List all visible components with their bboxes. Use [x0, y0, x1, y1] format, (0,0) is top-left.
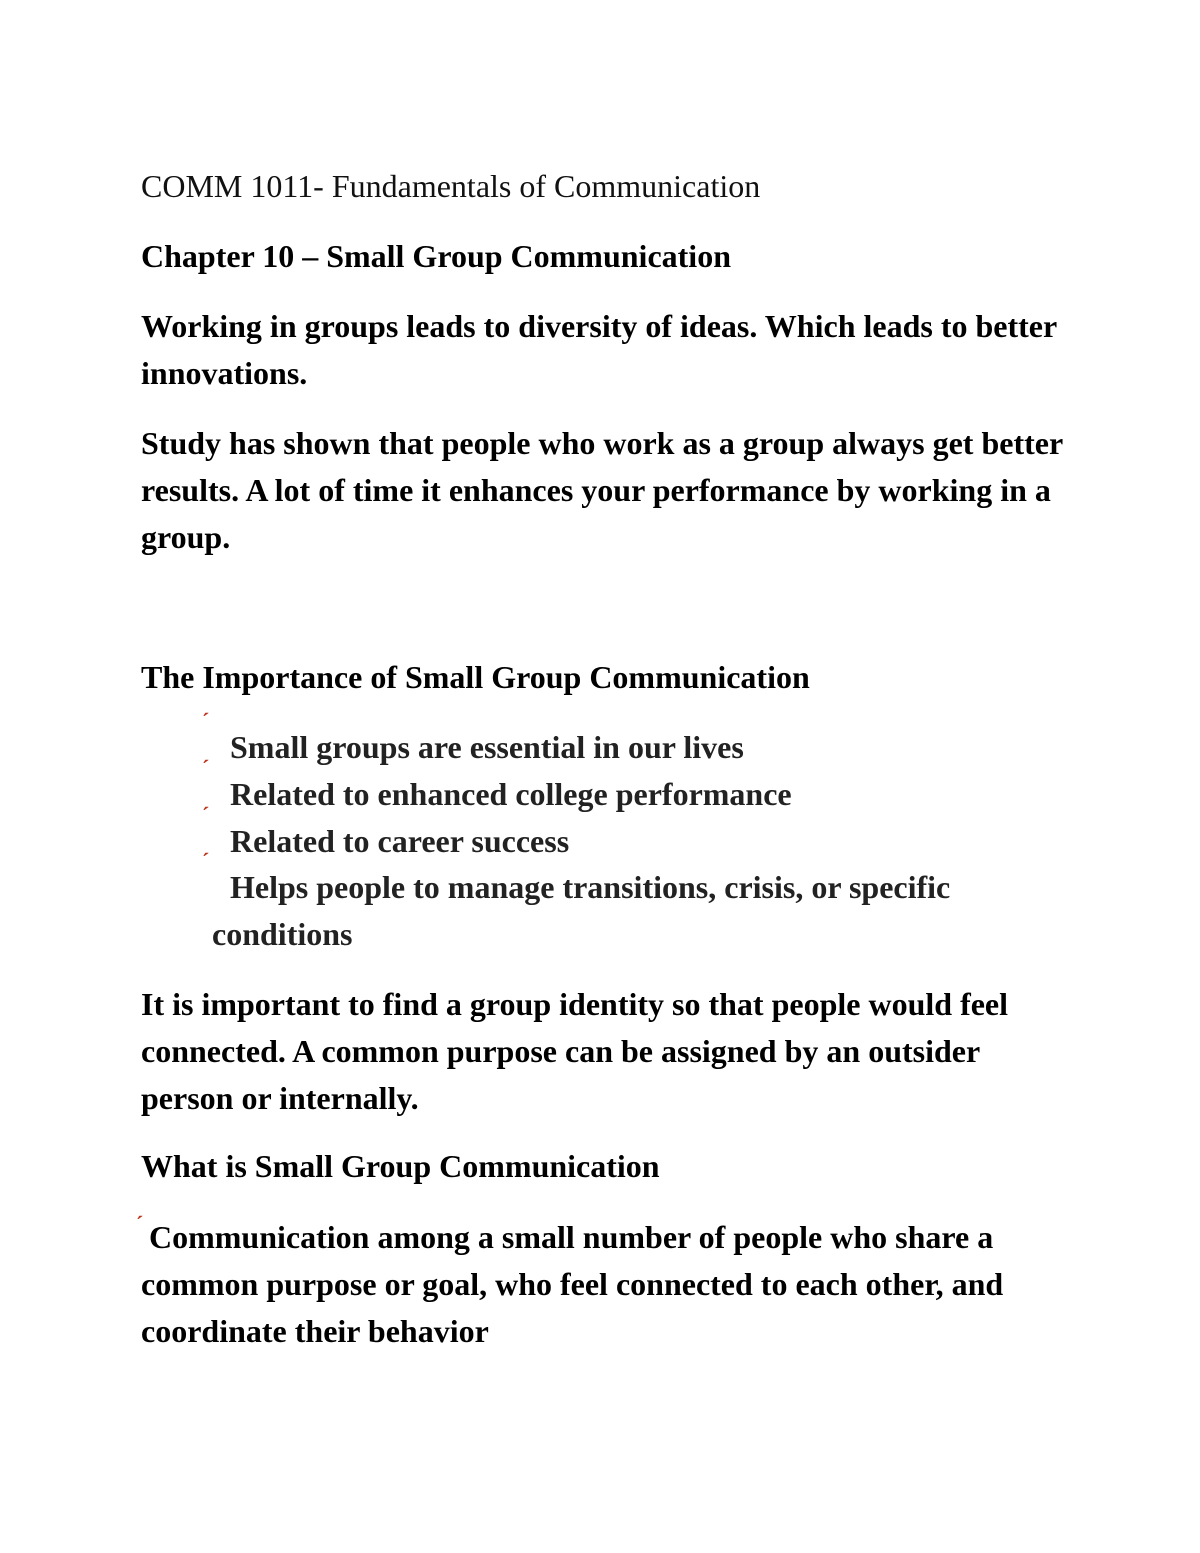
list-item	[202, 708, 1062, 771]
list-item-text: Small groups are essential in our lives	[230, 729, 744, 765]
bullet-marker-icon: ´	[202, 848, 210, 873]
paragraph-study: Study has shown that people who work as a group always get better results. A lot of time it enhances your performance by working in a group.	[141, 425, 1063, 555]
bullet-marker-icon: ´	[136, 1211, 144, 1236]
list-item-text: Related to career success	[230, 823, 570, 859]
chapter-title: Chapter 10 – Small Group Communication	[141, 238, 731, 274]
section-heading-importance: The Importance of Small Group Communication	[141, 659, 810, 695]
list-item-text: Helps people to manage transitions, crisis, or specific	[230, 869, 951, 905]
definition-paragraph: Communication among a small number of people who share a common purpose or goal, who feel connected to each other, and coordinate their behavior	[141, 1219, 1004, 1349]
bullet-marker-icon: ´	[202, 802, 210, 827]
paragraph-diversity: Working in groups leads to diversity of ideas. Which leads to better innovations.	[141, 308, 1057, 391]
list-item-text: Related to enhanced college performance	[230, 776, 792, 812]
list-item-continuation: conditions	[212, 916, 353, 952]
bullet-marker-icon: ´	[202, 708, 210, 733]
course-title: COMM 1011- Fundamentals of Communication	[141, 168, 761, 204]
list-item	[202, 755, 1062, 818]
bullet-marker-icon: ´	[202, 755, 210, 780]
list-item	[202, 848, 1062, 911]
paragraph-group-identity: It is important to find a group identity so that people would feel connected. A common purpose can be assigned by an outsider person or internally.	[141, 986, 1009, 1116]
list-item	[202, 802, 1062, 865]
section-heading-definition: What is Small Group Communication	[141, 1148, 660, 1184]
